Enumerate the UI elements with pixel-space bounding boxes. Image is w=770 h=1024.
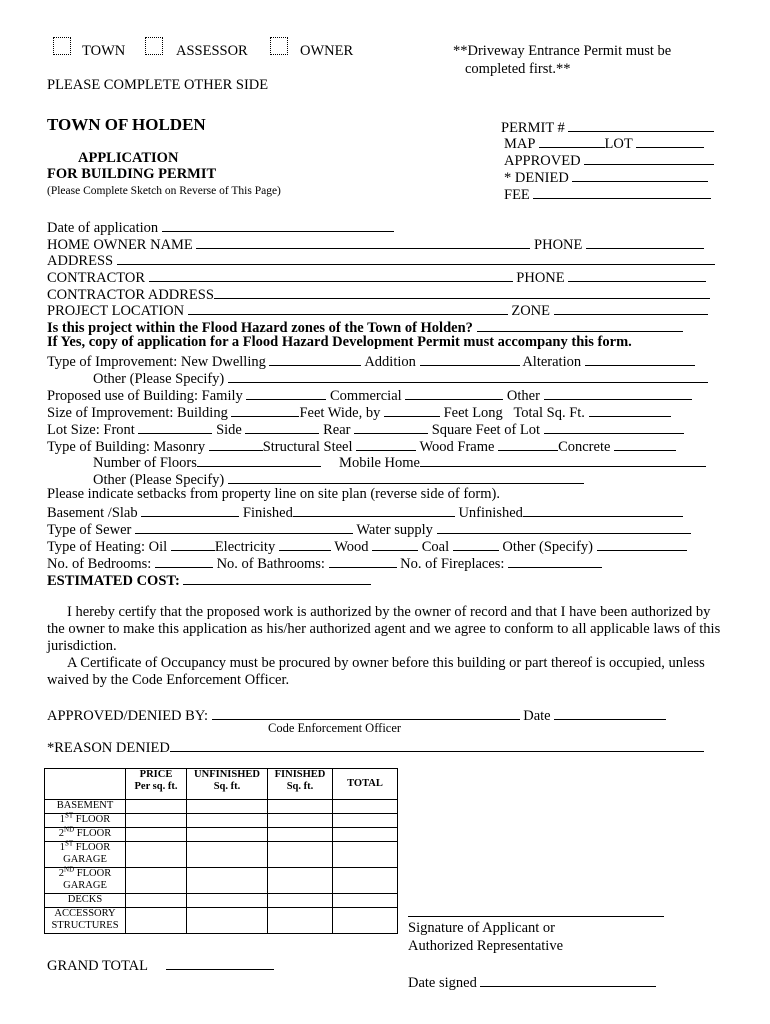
bedrooms-label: No. of Bedrooms:: [47, 556, 152, 572]
price-header-line2: Per sq. ft.: [134, 781, 178, 792]
table-row: [45, 828, 398, 842]
total-header-label: TOTAL: [347, 778, 383, 789]
signature-caption-line1: Signature of Applicant or: [408, 920, 555, 936]
contractor-phone-label: PHONE: [516, 270, 565, 286]
approved-field[interactable]: [584, 150, 714, 165]
fee-field[interactable]: [533, 184, 711, 199]
cell-input[interactable]: [126, 814, 187, 828]
table-row: [45, 842, 398, 868]
heating-electricity-field[interactable]: [279, 536, 331, 551]
concrete-label: Concrete: [558, 439, 611, 455]
basement-slab-field[interactable]: [141, 502, 239, 517]
unfinished-header-line2: Sq. ft.: [213, 781, 241, 792]
wood-frame-field[interactable]: [498, 436, 558, 451]
basement-row-label: BASEMENT: [45, 800, 126, 814]
second-floor-garage-row-label: [45, 865, 126, 894]
reason-denied-label: *REASON DENIED: [47, 740, 170, 756]
basement-unfinished-field[interactable]: [523, 502, 683, 517]
reason-denied-row: [47, 737, 704, 757]
total-sq-ft-label: Total Sq. Ft.: [513, 405, 585, 421]
heating-coal-label: Coal: [421, 539, 450, 555]
table-row: [45, 868, 398, 894]
home-owner-label: HOME OWNER NAME: [47, 237, 193, 253]
table-header-row: [45, 769, 398, 800]
garage-text: GARAGE: [63, 854, 107, 865]
ordinal-suffix: ND: [64, 865, 75, 874]
flood-note: If Yes, copy of application for a Flood Hazard Development Permit must accompany this form.: [47, 334, 632, 350]
contractor-address-field[interactable]: [214, 284, 710, 299]
denied-label: * DENIED: [504, 170, 569, 186]
lot-side-label: Side: [216, 422, 242, 438]
owner-phone-field[interactable]: [586, 234, 704, 249]
new-dwelling-label: Type of Improvement: New Dwelling: [47, 354, 266, 370]
address-field[interactable]: [117, 250, 715, 265]
grand-total-row: [47, 955, 274, 975]
building-other-label: Other (Please Specify): [93, 472, 225, 488]
heating-oil-field[interactable]: [171, 536, 215, 551]
contractor-address-label: CONTRACTOR ADDRESS: [47, 287, 214, 303]
building-other-field[interactable]: [228, 469, 584, 484]
cell-input[interactable]: [187, 800, 268, 814]
building-size-label: Size of Improvement: Building: [47, 405, 228, 421]
cell-input[interactable]: [333, 908, 398, 934]
fee-label: FEE: [504, 187, 530, 203]
occupancy-text: A Certificate of Occupancy must be procured by owner before this building or part thereof is occupied, unless waived by the Code Enforcement Officer.: [47, 655, 705, 688]
heating-coal-field[interactable]: [453, 536, 499, 551]
sewer-label: Type of Sewer: [47, 522, 132, 538]
cell-input[interactable]: [268, 842, 333, 868]
basement-finished-field[interactable]: [293, 502, 455, 517]
cell-input[interactable]: [268, 814, 333, 828]
contractor-label: CONTRACTOR: [47, 270, 146, 286]
accessory-text: ACCESSORY: [54, 908, 116, 919]
bathrooms-field[interactable]: [329, 553, 397, 568]
cell-input[interactable]: [126, 800, 187, 814]
date-of-application-field[interactable]: [162, 217, 394, 232]
bathrooms-label: No. of Bathrooms:: [216, 556, 325, 572]
town-checkbox-label: TOWN: [82, 43, 126, 59]
basement-slab-label: Basement /Slab: [47, 505, 138, 521]
cell-input[interactable]: [333, 828, 398, 842]
cell-input[interactable]: [333, 814, 398, 828]
lot-rear-label: Rear: [323, 422, 351, 438]
map-field[interactable]: [539, 133, 605, 148]
cell-input[interactable]: [333, 868, 398, 894]
basement-unfinished-label: Unfinished: [458, 505, 523, 521]
grand-total-field[interactable]: [166, 955, 274, 970]
heating-other-label: Other (Specify): [502, 539, 593, 555]
approval-date-field[interactable]: [554, 705, 666, 720]
price-header: [126, 769, 187, 800]
cell-input[interactable]: [333, 800, 398, 814]
cell-input[interactable]: [268, 828, 333, 842]
cell-input[interactable]: [187, 894, 268, 908]
structures-text: STRUCTURES: [51, 920, 119, 931]
number-of-floors-label: Number of Floors: [93, 455, 197, 471]
ordinal-suffix: ND: [64, 825, 75, 834]
date-signed-field[interactable]: [480, 972, 656, 987]
lot-side-field[interactable]: [245, 419, 319, 434]
date-signed-row: [408, 972, 656, 992]
table-row: [45, 894, 398, 908]
lot-rear-field[interactable]: [354, 419, 428, 434]
heating-electricity-label: Electricity: [214, 539, 276, 555]
use-other-label: Other: [506, 388, 540, 404]
signature-caption-line2: Authorized Representative: [408, 938, 564, 954]
setbacks-row: [47, 486, 500, 503]
ordinal-number: 1: [59, 814, 65, 825]
feet-wide-field[interactable]: [231, 402, 299, 417]
masonry-label: Type of Building: Masonry: [47, 439, 206, 455]
lot-front-label: Lot Size: Front: [47, 422, 135, 438]
certification-text: I hereby certify that the proposed work is authorized by the owner of record and that I have been authorized by the owner to make this application as his/her authorized agent and we agree to conform to all applicable laws of this jurisdiction.: [47, 604, 721, 654]
finished-header-line1: FINISHED: [274, 769, 326, 780]
use-other-field[interactable]: [544, 385, 692, 400]
cost-table: [44, 768, 398, 934]
phone-label: PHONE: [534, 237, 583, 253]
approved-denied-label: APPROVED/DENIED BY:: [47, 708, 208, 724]
project-location-field[interactable]: [188, 300, 508, 315]
cell-input[interactable]: [187, 814, 268, 828]
cell-input[interactable]: [268, 868, 333, 894]
unfinished-header: [187, 769, 268, 800]
signature-line[interactable]: [408, 904, 664, 917]
wood-frame-label: Wood Frame: [419, 439, 495, 455]
improvement-other-field[interactable]: [228, 368, 708, 383]
approved-label: APPROVED: [504, 153, 581, 169]
code-officer-caption: Code Enforcement Officer: [268, 721, 402, 735]
grand-total-label: GRAND TOTAL: [47, 958, 149, 974]
cell-input[interactable]: [126, 894, 187, 908]
lot-label: LOT: [604, 136, 633, 152]
number-of-floors-field[interactable]: [197, 452, 321, 467]
table-row: [45, 908, 398, 934]
heating-oil-label: Type of Heating: Oil: [47, 539, 168, 555]
estimated-cost-row: [47, 570, 371, 590]
permit-number-field[interactable]: [568, 117, 714, 132]
concrete-field[interactable]: [614, 436, 676, 451]
address-label: ADDRESS: [47, 253, 114, 269]
water-supply-field[interactable]: [437, 519, 691, 534]
second-floor-row-label: [45, 825, 126, 842]
table-row: [45, 800, 398, 814]
family-field[interactable]: [246, 385, 326, 400]
alteration-field[interactable]: [585, 351, 695, 366]
commercial-field[interactable]: [405, 385, 503, 400]
floor-text: FLOOR: [75, 842, 111, 853]
flood-question-field[interactable]: [477, 317, 683, 332]
addition-label: Addition: [364, 354, 416, 370]
floor-text: FLOOR: [75, 814, 111, 825]
first-floor-garage-row-label: [45, 839, 126, 868]
ordinal-suffix: ST: [65, 839, 74, 848]
cell-input[interactable]: [126, 908, 187, 934]
masonry-field[interactable]: [209, 436, 263, 451]
complete-other-side: PLEASE COMPLETE OTHER SIDE: [47, 77, 269, 93]
heating-other-field[interactable]: [597, 536, 687, 551]
approval-date-label: Date: [523, 708, 551, 724]
cell-input[interactable]: [187, 842, 268, 868]
certification-paragraph: [47, 604, 727, 655]
approved-denied-field[interactable]: [212, 705, 520, 720]
finished-header-line2: Sq. ft.: [286, 781, 314, 792]
decks-row-label: DECKS: [45, 894, 126, 908]
family-label: Proposed use of Building: Family: [47, 388, 243, 404]
zone-field[interactable]: [554, 300, 708, 315]
finished-header: [268, 769, 333, 800]
home-owner-field[interactable]: [196, 234, 530, 249]
application-heading: APPLICATION: [78, 150, 179, 166]
cell-input[interactable]: [187, 908, 268, 934]
ordinal-number: 2: [58, 868, 65, 879]
addition-field[interactable]: [420, 351, 520, 366]
ordinal-suffix: ST: [65, 811, 74, 820]
first-floor-row-label: [45, 811, 126, 828]
project-location-label: PROJECT LOCATION: [47, 303, 185, 319]
unfinished-header-line1: UNFINISHED: [194, 769, 260, 780]
total-sq-ft-field[interactable]: [589, 402, 671, 417]
permit-number-label: PERMIT #: [501, 120, 565, 136]
floor-text: FLOOR: [76, 868, 112, 879]
estimated-cost-label: ESTIMATED COST:: [47, 573, 180, 589]
cell-input[interactable]: [187, 868, 268, 894]
cell-input[interactable]: [333, 842, 398, 868]
feet-long-label: Feet Long: [443, 405, 503, 421]
map-label: MAP: [504, 136, 535, 152]
reason-denied-field[interactable]: [170, 737, 704, 752]
accessory-structures-row-label: [45, 908, 126, 934]
table-row: [45, 814, 398, 828]
date-of-application-label: Date of application: [47, 220, 159, 236]
assessor-checkbox-label: ASSESSOR: [176, 43, 248, 59]
fireplaces-label: No. of Fireplaces:: [400, 556, 505, 572]
square-feet-lot-field[interactable]: [544, 419, 684, 434]
new-dwelling-field[interactable]: [269, 351, 361, 366]
cell-input[interactable]: [126, 828, 187, 842]
lot-field[interactable]: [636, 133, 704, 148]
heating-wood-field[interactable]: [372, 536, 418, 551]
date-signed-label: Date signed: [408, 975, 477, 991]
cell-input[interactable]: [126, 868, 187, 894]
denied-field[interactable]: [572, 167, 708, 182]
total-header: [333, 769, 398, 800]
driveway-note-line2: completed first.**: [465, 61, 571, 77]
price-header-line1: PRICE: [139, 769, 173, 780]
floor-text: FLOOR: [76, 828, 112, 839]
cell-input[interactable]: [268, 894, 333, 908]
structural-steel-label: Structural Steel: [262, 439, 353, 455]
cell-input[interactable]: [187, 828, 268, 842]
commercial-label: Commercial: [330, 388, 402, 404]
setbacks-note: Please indicate setbacks from property line on site plan (reverse side of form).: [47, 486, 500, 502]
for-building-permit-heading: FOR BUILDING PERMIT: [47, 166, 217, 182]
sketch-note: (Please Complete Sketch on Reverse of This Page): [47, 185, 281, 197]
header-blank-cell: [45, 769, 126, 800]
bedrooms-field[interactable]: [155, 553, 213, 568]
cell-input[interactable]: [333, 894, 398, 908]
heating-wood-label: Wood: [334, 539, 369, 555]
contractor-phone-field[interactable]: [568, 267, 706, 282]
mobile-home-label: Mobile Home: [339, 455, 420, 471]
assessor-checkbox[interactable]: [145, 37, 163, 55]
water-supply-label: Water supply: [356, 522, 433, 538]
fireplaces-field[interactable]: [508, 553, 602, 568]
cell-input[interactable]: [268, 908, 333, 934]
lot-front-field[interactable]: [138, 419, 212, 434]
town-title: TOWN OF HOLDEN: [47, 115, 206, 134]
town-checkbox[interactable]: [53, 37, 71, 55]
structural-steel-field[interactable]: [356, 436, 416, 451]
ordinal-number: 1: [59, 842, 65, 853]
sewer-field[interactable]: [135, 519, 353, 534]
estimated-cost-field[interactable]: [183, 570, 371, 585]
fee-row: [504, 184, 711, 204]
basement-finished-label: Finished: [242, 505, 293, 521]
driveway-note-line1: **Driveway Entrance Permit must be: [453, 43, 672, 59]
garage-text: GARAGE: [63, 880, 107, 891]
occupancy-paragraph: [47, 655, 727, 689]
improvement-other-label: Other (Please Specify): [93, 371, 225, 387]
feet-wide-label: Feet Wide, by: [299, 405, 381, 421]
cell-input[interactable]: [126, 842, 187, 868]
zone-label: ZONE: [511, 303, 551, 319]
cell-input[interactable]: [268, 800, 333, 814]
feet-long-field[interactable]: [384, 402, 440, 417]
alteration-label: Alteration: [522, 354, 582, 370]
flood-question-label: Is this project within the Flood Hazard zones of the Town of Holden?: [47, 320, 473, 336]
square-feet-lot-label: Square Feet of Lot: [431, 422, 541, 438]
flood-note-row: [47, 334, 632, 351]
owner-checkbox[interactable]: [270, 37, 288, 55]
owner-checkbox-label: OWNER: [300, 43, 354, 59]
ordinal-number: 2: [58, 828, 65, 839]
contractor-field[interactable]: [149, 267, 513, 282]
mobile-home-field[interactable]: [420, 452, 706, 467]
